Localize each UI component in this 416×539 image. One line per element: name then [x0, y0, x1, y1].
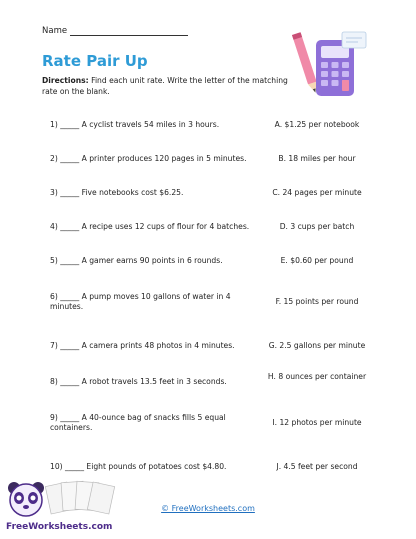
- name-blank: [70, 27, 188, 36]
- question-6: 6) _____ A pump moves 10 gallons of water in 4 minutes.: [50, 292, 231, 312]
- question-8: 8) _____ A robot travels 13.5 feet in 3 seconds.: [50, 377, 227, 386]
- calculator-icon: [316, 40, 354, 96]
- worksheet-stack-icon: [45, 481, 114, 514]
- answer-j: J. 4.5 feet per second: [276, 462, 358, 471]
- question-3: 3) _____ Five notebooks cost $6.25.: [50, 188, 184, 197]
- answer-g: G. 2.5 gallons per minute: [268, 341, 366, 350]
- question-9: 9) _____ A 40-ounce bag of snacks fills 5 equal containers.: [50, 413, 226, 433]
- note-card-icon: [342, 32, 366, 48]
- answer-c: C. 24 pages per minute: [272, 188, 362, 197]
- question-4: 4) _____ A recipe uses 12 cups of flour for 4 batches.: [50, 222, 250, 231]
- answer-e: E. $0.60 per pound: [280, 256, 354, 265]
- page-title: Rate Pair Up: [42, 52, 148, 70]
- answer-i: I. 12 photos per minute: [272, 418, 362, 427]
- answer-f: F. 15 points per round: [275, 297, 359, 306]
- logo-text: FreeWorksheets.com: [6, 522, 113, 532]
- question-2: 2) _____ A printer produces 120 pages in 5 minutes.: [50, 154, 247, 163]
- name-field: [42, 26, 188, 36]
- directions-label: Directions:: [42, 76, 89, 85]
- question-5: 5) _____ A gamer earns 90 points in 6 rounds.: [50, 256, 223, 265]
- footer-link[interactable]: © FreeWorksheets.com: [161, 504, 255, 513]
- directions-text: Find each unit rate. Write the letter of the matching rate on the blank.: [42, 76, 288, 96]
- answer-h: H. 8 ounces per container: [267, 372, 367, 381]
- name-label: Name: [42, 26, 68, 36]
- question-10: 10) _____ Eight pounds of potatoes cost $4.80.: [50, 462, 227, 471]
- answer-d: D. 3 cups per batch: [279, 222, 355, 231]
- calculator-illustration: [292, 22, 372, 100]
- question-1: 1) _____ A cyclist travels 54 miles in 3 hours.: [50, 120, 220, 129]
- pencil-icon: [292, 32, 320, 94]
- freeworksheets-logo: [4, 476, 124, 526]
- directions: [42, 75, 304, 97]
- answer-b: B. 18 miles per hour: [278, 154, 356, 163]
- panda-mascot-icon: [8, 482, 44, 516]
- answer-a: A. $1.25 per notebook: [274, 120, 360, 129]
- question-7: 7) _____ A camera prints 48 photos in 4 minutes.: [50, 341, 235, 350]
